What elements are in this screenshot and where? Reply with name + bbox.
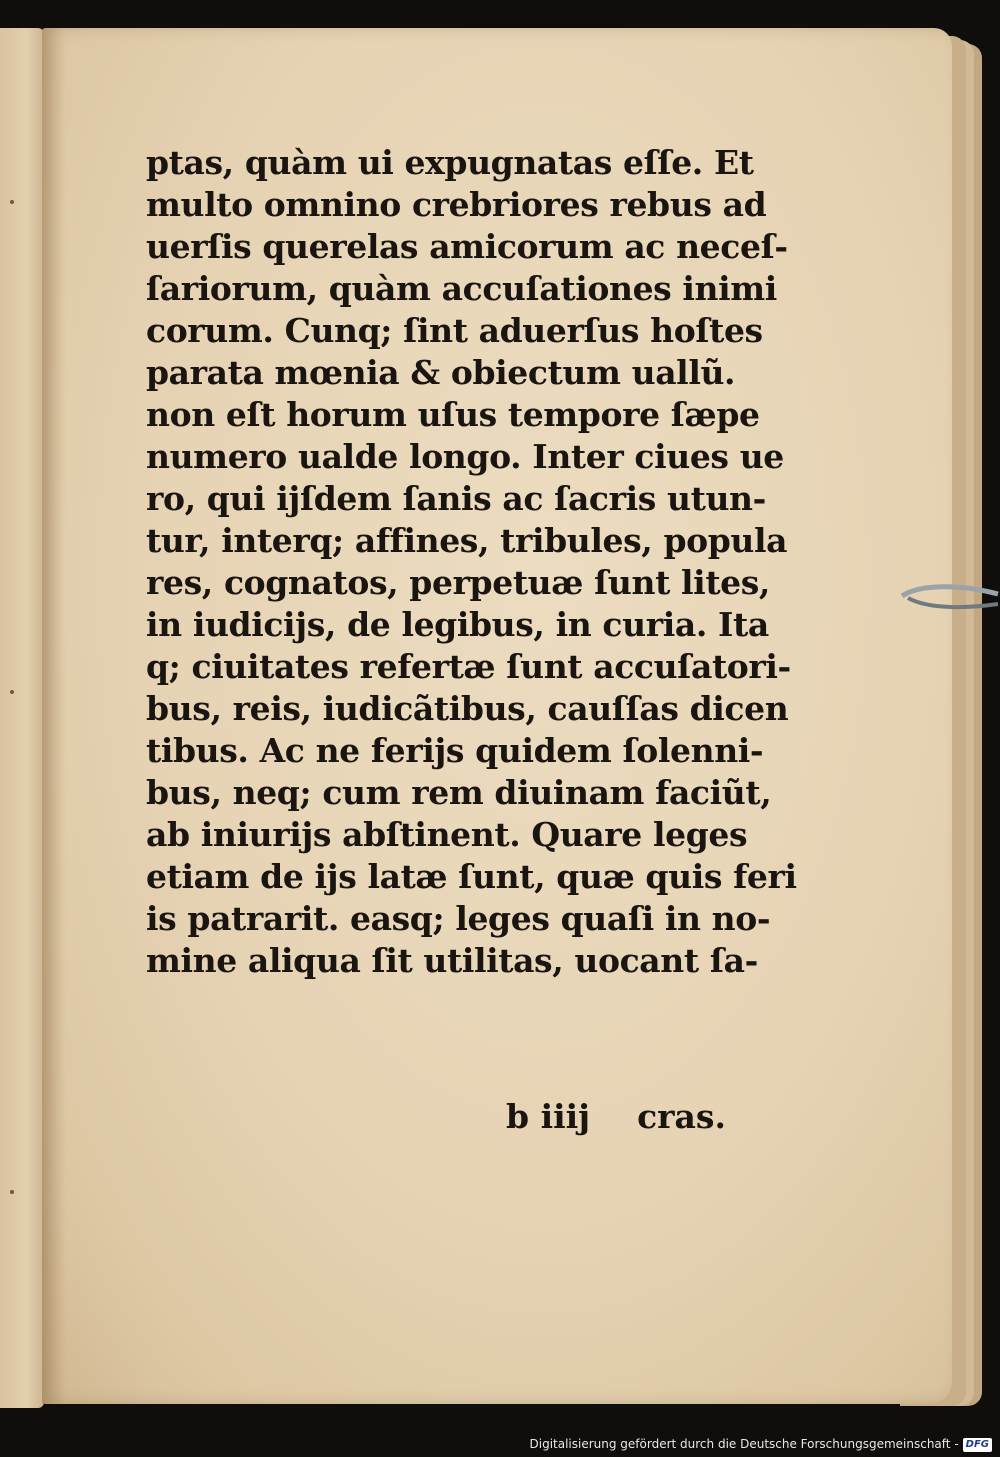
text-line: etiam de ijs latæ ſunt, quæ quis feri bbox=[146, 857, 797, 896]
text-line: ab iniurijs abſtinent. Quare leges bbox=[146, 815, 748, 854]
left-facing-page bbox=[0, 28, 44, 1408]
text-line: multo omnino crebriores rebus ad bbox=[146, 185, 767, 224]
text-line: ro, qui ijſdem ſanis ac ſacris utun- bbox=[146, 479, 766, 518]
dfg-logo: DFG bbox=[963, 1438, 992, 1452]
text-line: is patrarit. easq; leges quaſi in no- bbox=[146, 899, 771, 938]
text-line: bus, reis, iudicãtibus, cauſſas dicen bbox=[146, 689, 789, 728]
signature-mark: b iiij bbox=[506, 1097, 591, 1136]
digitization-credit bbox=[530, 1435, 993, 1453]
thread-loop-icon bbox=[900, 582, 1000, 612]
text-line: corum. Cunq; ſint aduerſus hoſtes bbox=[146, 311, 763, 350]
text-line: uerſis querelas amicorum ac neceſ- bbox=[146, 227, 788, 266]
page-mark bbox=[10, 690, 14, 694]
text-line: tur, interq; affines, tribules, popula bbox=[146, 521, 788, 560]
page-mark bbox=[10, 1190, 14, 1194]
text-line: parata mœnia & obiectum uallũ. bbox=[146, 353, 736, 392]
text-line: q; ciuitates refertæ ſunt accuſatori- bbox=[146, 647, 791, 686]
text-line: res, cognatos, perpetuæ ſunt lites, bbox=[146, 563, 771, 602]
page-gutter-shadow bbox=[42, 28, 66, 1404]
text-line: in iudicijs, de legibus, in curia. Ita bbox=[146, 605, 769, 644]
text-line: tibus. Ac ne ferijs quidem ſolenni- bbox=[146, 731, 764, 770]
text-line: non eſt horum uſus tempore ſæpe bbox=[146, 395, 760, 434]
credit-text: Digitalisierung gefördert durch die Deutsche Forschungsgemeinschaft - bbox=[529, 1437, 959, 1451]
text-line: bus, neq; cum rem diuinam faciũt, bbox=[146, 773, 772, 812]
text-line: numero ualde longo. Inter ciues ue bbox=[146, 437, 784, 476]
text-line: mine aliqua ſit utilitas, uocant ſa- bbox=[146, 941, 758, 980]
text-line: ptas, quàm ui expugnatas eſſe. Et bbox=[146, 143, 754, 182]
page-mark bbox=[10, 200, 14, 204]
catchword: cras. bbox=[637, 1097, 726, 1136]
text-line: ſariorum, quàm accuſationes inimi bbox=[146, 269, 777, 308]
page-footer bbox=[146, 1096, 726, 1142]
page-text bbox=[146, 142, 797, 982]
